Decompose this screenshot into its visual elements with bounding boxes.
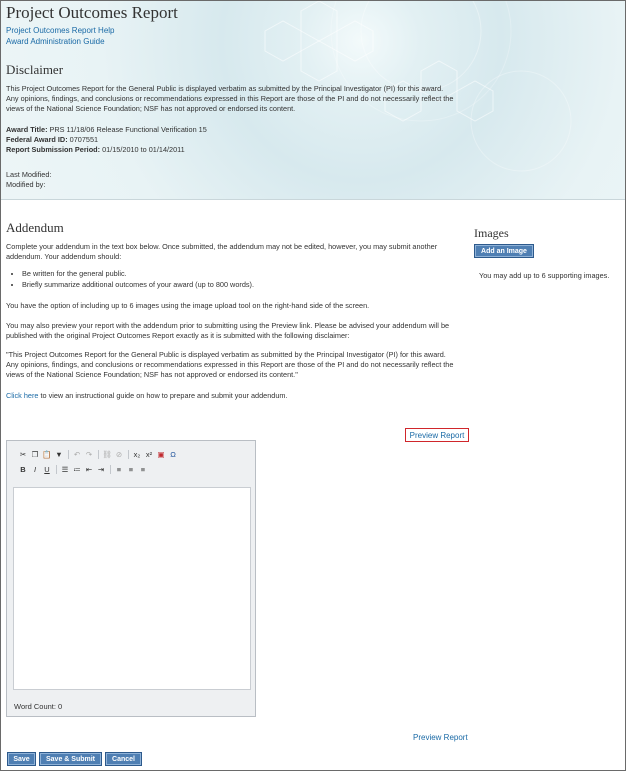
toolbar-separator xyxy=(128,450,129,459)
outdent-icon[interactable]: ⇤ xyxy=(85,465,93,474)
add-image-button[interactable]: Add an Image xyxy=(474,244,534,258)
redo-icon[interactable]: ↷ xyxy=(85,450,93,459)
preview-note-line-2: published with the original Project Outcomes Report exactly as it is submitted with the following disclaimer: xyxy=(6,331,350,340)
toolbar-separator xyxy=(110,465,111,474)
word-count: Word Count: 0 xyxy=(14,702,63,711)
underline-icon[interactable]: U xyxy=(44,465,50,474)
toolbar-separator xyxy=(98,450,99,459)
paste-icon[interactable]: 📋 xyxy=(42,450,52,459)
list-item: • Briefly summarize additional outcomes of your award (up to 800 words). xyxy=(22,279,254,290)
addendum-intro-line-1: Complete your addendum in the text box below. Once submitted, the addendum may not be edited, however, you may submit another xyxy=(6,242,438,251)
modified-by-label: Modified by: xyxy=(6,180,46,189)
disclaimer-text-line-2: Any opinions, findings, and conclusions or recommendations expressed in this Report are those of the PI and do not necessarily reflect the xyxy=(6,94,454,103)
last-modified-label: Last Modified: xyxy=(6,170,52,179)
paste-word-icon[interactable]: ▼ xyxy=(55,450,63,459)
disclaimer-heading: Disclaimer xyxy=(6,62,64,77)
disclaimer-text-line-3: views of the National Science Foundation; NSF has not approved or endorsed its content. xyxy=(6,104,296,113)
align-center-icon[interactable]: ≡ xyxy=(128,465,134,474)
preview-report-link-top[interactable]: Preview Report xyxy=(409,430,465,440)
italic-icon[interactable]: I xyxy=(33,465,37,474)
cut-icon[interactable]: ✂ xyxy=(19,450,27,459)
images-heading: Images xyxy=(474,226,509,240)
align-right-icon[interactable]: ≡ xyxy=(140,465,146,474)
addendum-heading: Addendum xyxy=(6,220,64,235)
toolbar-separator xyxy=(56,465,57,474)
addendum-requirements-list xyxy=(6,268,254,290)
editor-toolbar-row-1 xyxy=(18,449,180,460)
unordered-list-icon[interactable]: ≔ xyxy=(73,465,81,474)
award-id-row xyxy=(6,135,98,145)
page-title: Project Outcomes Report xyxy=(6,3,178,22)
help-link[interactable]: Project Outcomes Report Help xyxy=(6,26,115,35)
images-limit-note: You may add up to 6 supporting images. xyxy=(479,271,610,280)
bold-icon[interactable]: B xyxy=(20,465,26,474)
disclaimer-text-line-1: This Project Outcomes Report for the General Public is displayed verbatim as submitted by the Principal Investigator (PI) for this award. xyxy=(6,84,444,93)
award-id-value: 0707551 xyxy=(69,135,99,144)
indent-icon[interactable]: ⇥ xyxy=(97,465,105,474)
omega-icon[interactable]: Ω xyxy=(170,450,176,459)
addendum-intro-line-2: addendum. Your addendum should: xyxy=(6,252,122,261)
cancel-button[interactable]: Cancel xyxy=(105,752,142,766)
toolbar-separator xyxy=(68,450,69,459)
submission-period-row xyxy=(6,145,185,155)
rich-text-editor xyxy=(6,440,256,717)
images-option-note: You have the option of including up to 6 images using the image upload tool on the right-hand side of the screen. xyxy=(6,301,370,310)
submission-period-label: Report Submission Period: xyxy=(6,145,101,154)
pdf-icon[interactable]: ▣ xyxy=(157,450,165,459)
copy-icon[interactable]: ❐ xyxy=(31,450,39,459)
award-title-row xyxy=(6,125,207,135)
quoted-disclaimer-line-1: "This Project Outcomes Report for the General Public is displayed verbatim as submitted by the Principal Investigator (PI) for this award. xyxy=(6,350,446,359)
subscript-icon[interactable]: x₂ xyxy=(133,450,141,459)
submission-period-value: 01/15/2010 to 01/14/2011 xyxy=(102,145,185,154)
award-id-label: Federal Award ID: xyxy=(6,135,68,144)
undo-icon[interactable]: ↶ xyxy=(73,450,81,459)
save-and-submit-button[interactable]: Save & Submit xyxy=(39,752,102,766)
award-title-value: PRS 11/18/06 Release Functional Verification 15 xyxy=(49,125,207,134)
award-title-label: Award Title: xyxy=(6,125,48,134)
unlink-icon[interactable]: ⊘ xyxy=(115,450,123,459)
preview-note-line-1: You may also preview your report with the addendum prior to submitting using the Preview link. Please be advised your addendum will be xyxy=(6,321,450,330)
preview-report-link-bottom[interactable]: Preview Report xyxy=(413,733,468,742)
ordered-list-icon[interactable]: ☰ xyxy=(61,465,69,474)
editor-toolbar-row-2 xyxy=(18,464,150,475)
link-icon[interactable]: ⛓ xyxy=(102,450,112,459)
quoted-disclaimer-line-3: views of the National Science Foundation; NSF has not approved or endorsed its content." xyxy=(6,370,298,379)
click-here-link[interactable]: Click here xyxy=(6,391,39,400)
instruction-guide-row xyxy=(6,391,288,401)
instruction-guide-text: to view an instructional guide on how to prepare and submit your addendum. xyxy=(38,391,288,400)
list-item: • Be written for the general public. xyxy=(22,268,254,279)
align-left-icon[interactable]: ≡ xyxy=(116,465,122,474)
preview-report-highlight xyxy=(405,428,469,442)
guide-link[interactable]: Award Administration Guide xyxy=(6,37,105,46)
quoted-disclaimer-line-2: Any opinions, findings, and conclusions or recommendations expressed in this Report are those of the PI and do not necessarily reflect the xyxy=(6,360,454,369)
addendum-text-area[interactable] xyxy=(13,487,251,690)
superscript-icon[interactable]: x² xyxy=(145,450,153,459)
save-button[interactable]: Save xyxy=(7,752,36,766)
